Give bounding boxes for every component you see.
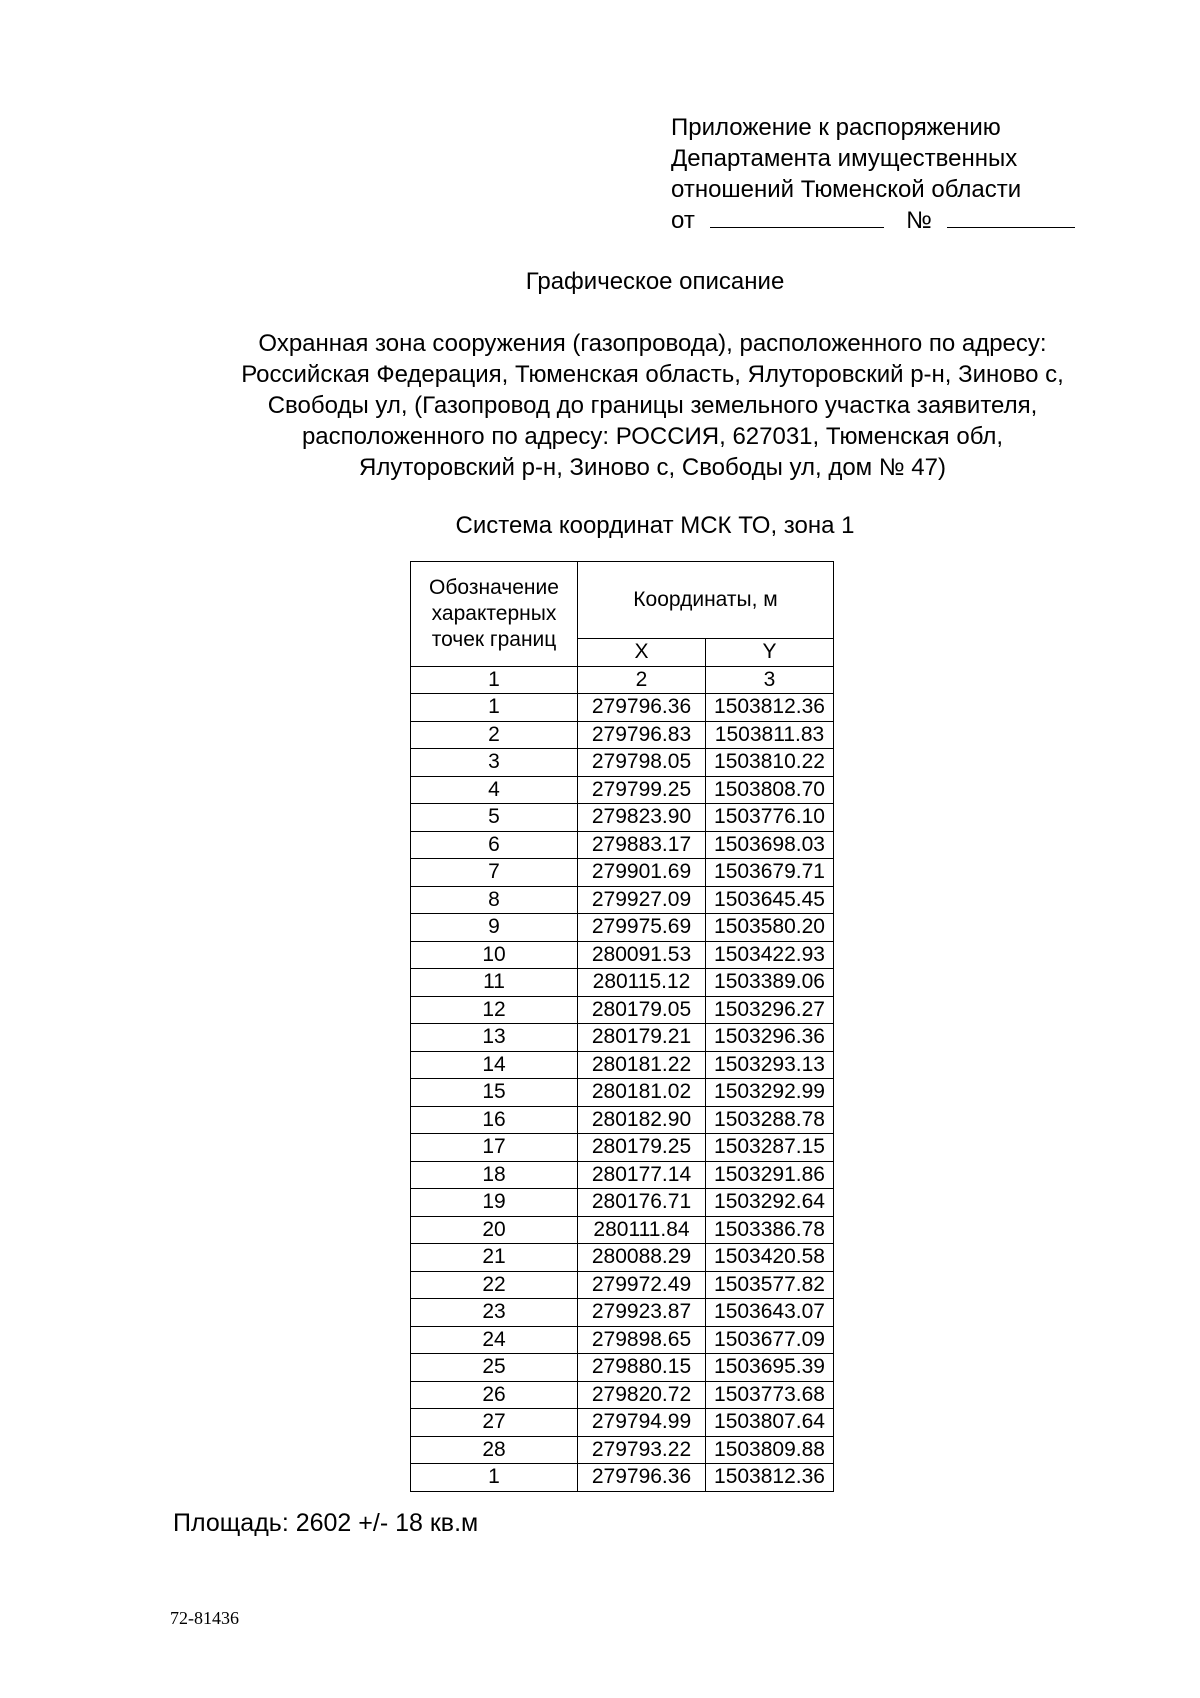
table-row [411, 1051, 834, 1079]
table-row [411, 941, 834, 969]
y-cell: 1503810.22 [706, 749, 834, 777]
x-cell: 280177.14 [578, 1161, 706, 1189]
table-row [411, 1381, 834, 1409]
point-cell: 16 [411, 1106, 578, 1134]
table-row [411, 886, 834, 914]
y-cell: 1503389.06 [706, 969, 834, 997]
x-cell: 279898.65 [578, 1326, 706, 1354]
header-points-cell [411, 562, 578, 667]
table-row [411, 1409, 834, 1437]
point-cell: 25 [411, 1354, 578, 1382]
x-cell: 280111.84 [578, 1216, 706, 1244]
table-header-row [411, 562, 834, 639]
point-cell: 28 [411, 1436, 578, 1464]
point-cell: 12 [411, 996, 578, 1024]
table-row [411, 1464, 834, 1492]
point-cell: 24 [411, 1326, 578, 1354]
y-cell: 1503296.27 [706, 996, 834, 1024]
x-cell: 279972.49 [578, 1271, 706, 1299]
y-cell: 1503292.99 [706, 1079, 834, 1107]
table-row [411, 1436, 834, 1464]
y-cell: 1503580.20 [706, 914, 834, 942]
table-row [411, 776, 834, 804]
document-stamp: 72-81436 [170, 1608, 239, 1628]
x-cell: 280115.12 [578, 969, 706, 997]
y-cell: 1503677.09 [706, 1326, 834, 1354]
area-label: Площадь: 2602 +/- 18 кв.м [173, 1509, 479, 1537]
y-cell: 1503812.36 [706, 1464, 834, 1492]
table-row [411, 859, 834, 887]
appendix-date-number-line [671, 205, 1075, 236]
y-cell: 1503577.82 [706, 1271, 834, 1299]
x-cell: 279880.15 [578, 1354, 706, 1382]
point-cell: 11 [411, 969, 578, 997]
point-cell: 7 [411, 859, 578, 887]
table-row [411, 1244, 834, 1272]
x-cell: 280179.05 [578, 996, 706, 1024]
y-cell: 1503809.88 [706, 1436, 834, 1464]
y-cell: 1503695.39 [706, 1354, 834, 1382]
point-cell: 1 [411, 1464, 578, 1492]
point-cell: 5 [411, 804, 578, 832]
x-cell: 279901.69 [578, 859, 706, 887]
description-line: Свободы ул, (Газопровод до границы земельного участка заявителя, [267, 392, 1038, 419]
column-number-cell: 1 [411, 666, 578, 694]
appendix-header [671, 112, 1075, 236]
number-blank [947, 205, 1075, 228]
table-row [411, 914, 834, 942]
table-row [411, 1271, 834, 1299]
appendix-line: отношений Тюменской области [671, 176, 1022, 203]
x-cell: 280181.02 [578, 1079, 706, 1107]
point-cell: 4 [411, 776, 578, 804]
table-row [411, 1354, 834, 1382]
x-cell: 279799.25 [578, 776, 706, 804]
table-row [411, 1189, 834, 1217]
x-cell: 279975.69 [578, 914, 706, 942]
x-cell: 279796.36 [578, 1464, 706, 1492]
y-cell: 1503808.70 [706, 776, 834, 804]
x-cell: 280179.25 [578, 1134, 706, 1162]
y-cell: 1503420.58 [706, 1244, 834, 1272]
point-cell: 8 [411, 886, 578, 914]
x-cell: 279794.99 [578, 1409, 706, 1437]
x-cell: 279796.36 [578, 694, 706, 722]
description-line: Российская Федерация, Тюменская область, Ялуторовский р-н, Зиново с, [241, 361, 1064, 388]
point-cell: 9 [411, 914, 578, 942]
date-blank [710, 205, 884, 228]
y-cell: 1503293.13 [706, 1051, 834, 1079]
x-cell: 279823.90 [578, 804, 706, 832]
column-number-row [411, 666, 834, 694]
point-cell: 21 [411, 1244, 578, 1272]
appendix-line: Департамента имущественных [671, 145, 1018, 172]
x-cell: 279796.83 [578, 721, 706, 749]
appendix-line: Приложение к распоряжению [671, 114, 1001, 141]
y-cell: 1503422.93 [706, 941, 834, 969]
header-points-line: точек границ [431, 627, 557, 651]
document-title: Графическое описание [525, 268, 785, 295]
point-cell: 1 [411, 694, 578, 722]
point-cell: 3 [411, 749, 578, 777]
table-row [411, 1106, 834, 1134]
header-x-cell: X [578, 639, 706, 667]
table-row [411, 831, 834, 859]
point-cell: 26 [411, 1381, 578, 1409]
y-cell: 1503679.71 [706, 859, 834, 887]
table-row [411, 1326, 834, 1354]
point-cell: 6 [411, 831, 578, 859]
y-cell: 1503288.78 [706, 1106, 834, 1134]
x-cell: 279923.87 [578, 1299, 706, 1327]
point-cell: 2 [411, 721, 578, 749]
x-cell: 279820.72 [578, 1381, 706, 1409]
point-cell: 15 [411, 1079, 578, 1107]
x-cell: 279793.22 [578, 1436, 706, 1464]
table-row [411, 1079, 834, 1107]
point-cell: 13 [411, 1024, 578, 1052]
point-cell: 18 [411, 1161, 578, 1189]
point-cell: 22 [411, 1271, 578, 1299]
table-row [411, 1216, 834, 1244]
x-cell: 279798.05 [578, 749, 706, 777]
y-cell: 1503698.03 [706, 831, 834, 859]
table-row [411, 804, 834, 832]
table-row [411, 694, 834, 722]
point-cell: 10 [411, 941, 578, 969]
header-coords-cell: Координаты, м [578, 562, 834, 639]
point-cell: 14 [411, 1051, 578, 1079]
column-number-cell: 3 [706, 666, 834, 694]
point-cell: 23 [411, 1299, 578, 1327]
number-prefix: № [906, 207, 932, 234]
column-number-cell: 2 [578, 666, 706, 694]
y-cell: 1503645.45 [706, 886, 834, 914]
zone-description [160, 328, 1145, 483]
header-points-line: характерных [431, 601, 557, 625]
point-cell: 19 [411, 1189, 578, 1217]
date-prefix: от [671, 207, 695, 234]
y-cell: 1503812.36 [706, 694, 834, 722]
x-cell: 280088.29 [578, 1244, 706, 1272]
x-cell: 280182.90 [578, 1106, 706, 1134]
x-cell: 280176.71 [578, 1189, 706, 1217]
y-cell: 1503291.86 [706, 1161, 834, 1189]
header-points-line: Обозначение [429, 575, 559, 599]
y-cell: 1503296.36 [706, 1024, 834, 1052]
table-row [411, 969, 834, 997]
point-cell: 27 [411, 1409, 578, 1437]
y-cell: 1503643.07 [706, 1299, 834, 1327]
description-line: Ялуторовский р-н, Зиново с, Свободы ул, дом № 47) [359, 454, 946, 481]
table-row [411, 721, 834, 749]
point-cell: 20 [411, 1216, 578, 1244]
x-cell: 280179.21 [578, 1024, 706, 1052]
coordinates-table [410, 561, 834, 1492]
header-y-cell: Y [706, 639, 834, 667]
x-cell: 279883.17 [578, 831, 706, 859]
y-cell: 1503287.15 [706, 1134, 834, 1162]
description-line: расположенного по адресу: РОССИЯ, 627031, Тюменская обл, [301, 423, 1004, 450]
description-line: Охранная зона сооружения (газопровода), расположенного по адресу: [258, 330, 1047, 357]
y-cell: 1503773.68 [706, 1381, 834, 1409]
table-row [411, 749, 834, 777]
table-row [411, 1024, 834, 1052]
y-cell: 1503811.83 [706, 721, 834, 749]
table-row [411, 1161, 834, 1189]
table-row [411, 996, 834, 1024]
y-cell: 1503386.78 [706, 1216, 834, 1244]
x-cell: 279927.09 [578, 886, 706, 914]
y-cell: 1503292.64 [706, 1189, 834, 1217]
x-cell: 280181.22 [578, 1051, 706, 1079]
y-cell: 1503807.64 [706, 1409, 834, 1437]
y-cell: 1503776.10 [706, 804, 834, 832]
x-cell: 280091.53 [578, 941, 706, 969]
table-row [411, 1134, 834, 1162]
table-row [411, 1299, 834, 1327]
point-cell: 17 [411, 1134, 578, 1162]
coordinate-system-label: Система координат МСК ТО, зона 1 [455, 512, 855, 539]
